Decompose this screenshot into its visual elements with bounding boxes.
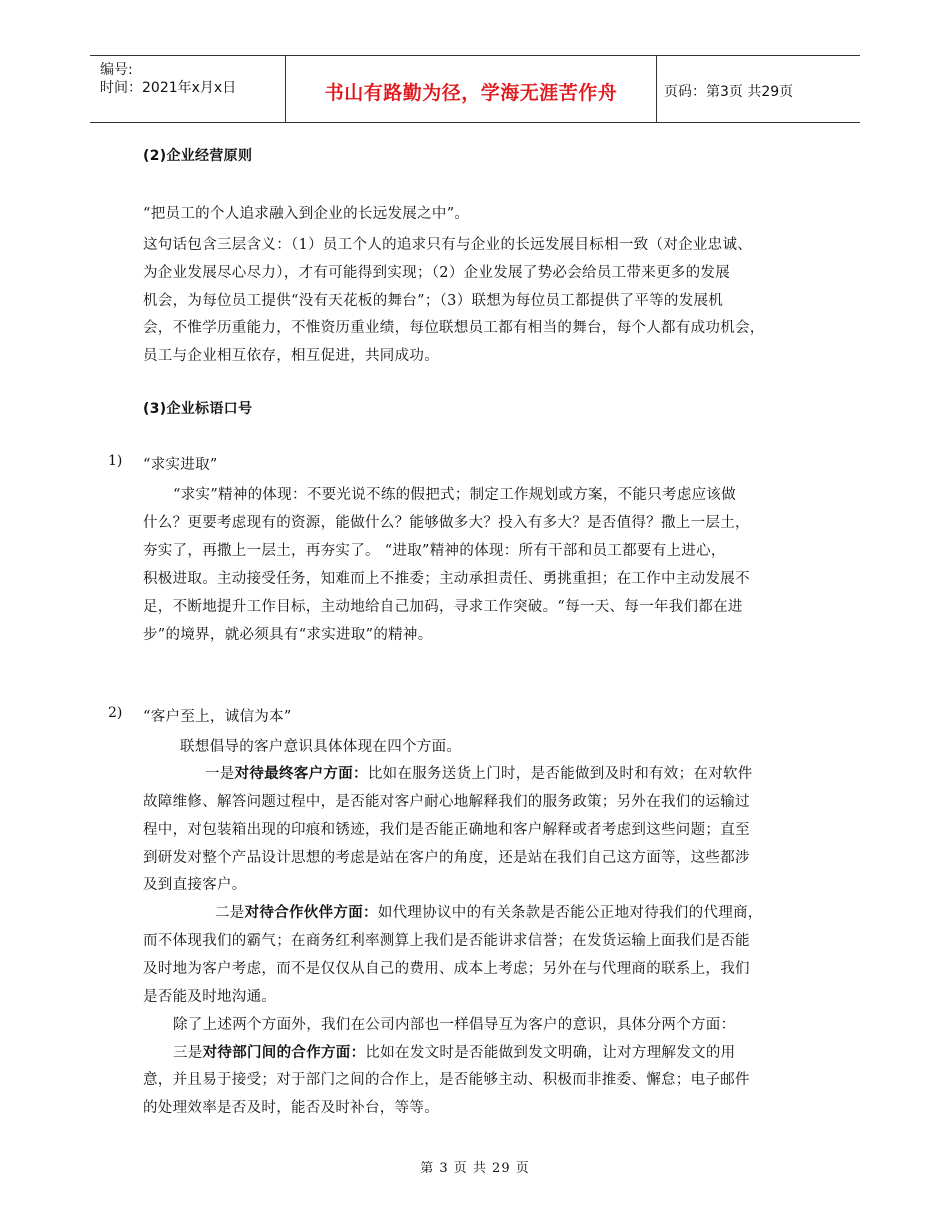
paragraph-line: 是否能及时地沟通。 — [143, 989, 277, 1005]
paragraph-line: 会，不惟学历重能力，不惟资历重业绩，每位联想员工都有相当的舞台，每个人都有成功机会， — [143, 320, 765, 336]
point-bold-label: 对待部门间的合作方面： — [202, 1045, 366, 1061]
section-heading-2: (2)企业经营原则 — [143, 148, 253, 164]
paragraph-line: 积极进取。主动接受任务，知难而上不推委；主动承担责任、勇挑重担；在工作中主动发展不 — [143, 571, 750, 587]
paragraph-line: 夯实了，再撒上一层土，再夯实了。 “进取”精神的体现：所有干部和员工都要有上进心， — [143, 543, 726, 559]
paragraph-line: 步”的境界，就必须具有“求实进取”的精神。 — [143, 627, 433, 643]
paragraph-line: 除了上述两个方面外，我们在公司内部也一样倡导互为客户的意识，具体分两个方面： — [173, 1017, 736, 1033]
paragraph-line — [205, 762, 753, 783]
page-footer: 第 3 页 共 29 页 — [420, 1161, 530, 1176]
paragraph-line: 程中，对包装箱出现的印痕和锈迹，我们是否能正确地和客户解释或者考虑到这些问题；直至 — [143, 822, 750, 838]
paragraph-line: 为企业发展尽心尽力），才有可能得到实现；（2）企业发展了势必会给员工带来更多的发展 — [143, 265, 731, 281]
paragraph-line: 意，并且易于接受；对于部门之间的合作上，是否能够主动、积极而非推委、懈怠；电子邮件 — [143, 1072, 750, 1088]
point-bold-label: 对待合作伙伴方面： — [244, 905, 378, 921]
point-prefix: 二是 — [215, 905, 245, 921]
list-number: 1) — [108, 453, 123, 469]
paragraph-line — [173, 1041, 735, 1062]
page-header — [90, 55, 860, 123]
point-prefix: 三是 — [173, 1045, 203, 1061]
point-prefix: 一是 — [205, 766, 235, 782]
doc-time-label: 时间：2021年x月x日 — [100, 80, 237, 96]
principle-quote: “把员工的个人追求融入到企业的长远发展之中”。 — [143, 206, 470, 222]
paragraph-line: 足，不断地提升工作目标，主动地给自己加码，寻求工作突破。“每一天、每一年我们都在进 — [143, 599, 743, 615]
point-text: 比如在发文时是否能做到发文明确，让对方理解发文的用 — [365, 1045, 736, 1061]
paragraph-line: 到研发对整个产品设计思想的考虑是站在客户的角度，还是站在我们自己这方面等，这些都涉 — [143, 850, 750, 866]
doc-code-label: 编号: — [100, 62, 133, 78]
paragraph-line: 及时地为客户考虑，而不是仅仅从自己的费用、成本上考虑；另外在与代理商的联系上，我们 — [143, 961, 750, 977]
paragraph-line: 及到直接客户。 — [143, 877, 247, 893]
paragraph-line: 联想倡导的客户意识具体体现在四个方面。 — [180, 739, 462, 755]
header-meta — [90, 56, 285, 122]
section-heading-3: (3)企业标语口号 — [143, 401, 253, 417]
header-page-info: 页码：第3页 共29页 — [664, 84, 794, 100]
paragraph-line — [215, 901, 763, 922]
header-motto-cell — [285, 56, 657, 122]
point-bold-label: 对待最终客户方面： — [234, 766, 368, 782]
point-text: 如代理协议中的有关条款是否能公正地对待我们的代理商， — [377, 905, 763, 921]
paragraph-line: 的处理效率是否及时，能否及时补台，等等。 — [143, 1100, 439, 1116]
slogan-title: “客户至上，诚信为本” — [143, 709, 292, 725]
paragraph-line: 机会，为每位员工提供“没有天花板的舞台”；（3）联想为每位员工都提供了平等的发展机 — [143, 293, 724, 309]
paragraph-line: 故障维修、解答问题过程中，是否能对客户耐心地解释我们的服务政策；另外在我们的运输过 — [143, 794, 750, 810]
paragraph-line: 员工与企业相互依存，相互促进，共同成功。 — [143, 348, 439, 364]
point-text: 比如在服务送货上门时，是否能做到及时和有效；在对软件 — [367, 766, 753, 782]
paragraph-line: 这句话包含三层含义：（1）员工个人的追求只有与企业的长远发展目标相一致（对企业忠诚、 — [143, 237, 753, 253]
list-number: 2) — [108, 705, 123, 721]
header-page-cell — [656, 56, 860, 122]
paragraph-line: 而不体现我们的霸气；在商务红利率测算上我们是否能讲求信誉；在发货运输上面我们是否能 — [143, 933, 750, 949]
slogan-title: “求实进取” — [143, 457, 218, 473]
paragraph-line: “求实”精神的体现：不要光说不练的假把式；制定工作规划或方案，不能只考虑应该做 — [173, 487, 737, 503]
paragraph-line: 什么？更要考虑现有的资源，能做什么？能够做多大？投入有多大？是否值得？撒上一层土， — [143, 515, 750, 531]
header-motto: 书山有路勤为径，学海无涯苦作舟 — [324, 82, 618, 104]
